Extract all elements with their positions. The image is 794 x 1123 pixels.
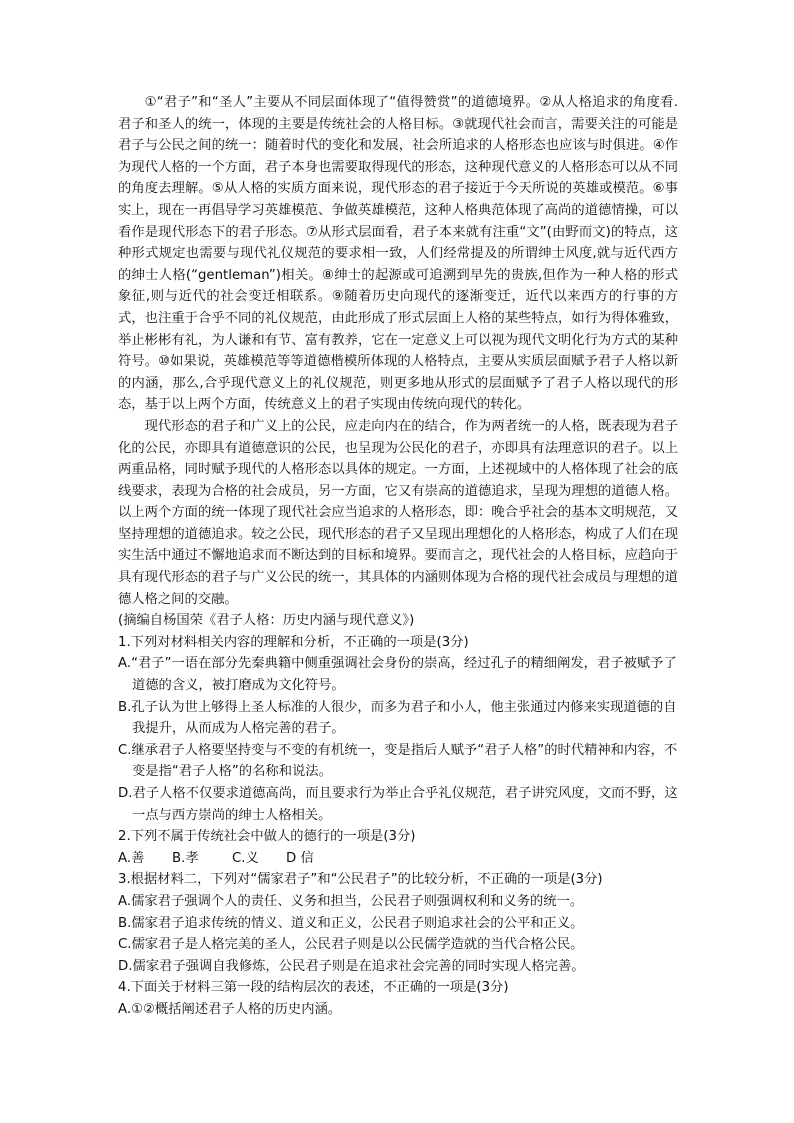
- question-1-option-c: C.继承君子人格要坚持变与不变的有机统一，变是指后人赋予“君子人格”的时代精神和内容，不变是指“君子人格”的名称和说法。: [118, 742, 678, 780]
- question-1-stem: 1.下列对材料相关内容的理解和分析，不正确的一项是(3分): [118, 634, 469, 650]
- passage-source: (摘编自杨国荣《君子人格：历史内涵与现代意义》): [118, 613, 415, 629]
- question-3-option-d: D.儒家君子强调自我修炼，公民君子则是在追求社会完善的同时实现人格完善。: [118, 958, 585, 974]
- question-2-option-d: D 信: [286, 850, 314, 866]
- question-2-option-c: C.义: [232, 850, 259, 866]
- question-1-option-d: D.君子人格不仅要求道德高尚，而且要求行为举止合乎礼仪规范，君子讲究风度，文而不野，这一点与西方崇尚的绅士人格相关。: [118, 786, 678, 823]
- question-2-option-a: A.善: [118, 850, 145, 866]
- question-2-option-b: B.孝: [172, 850, 199, 866]
- question-4-stem: 4.下面关于材料三第一段的结构层次的表述，不正确的一项是(3分): [118, 980, 509, 996]
- passage-paragraph-1: ①“君子”和“圣人”主要从不同层面体现了“值得赞赏”的道德境界。②从人格追求的角度看.君子和圣人的统一，体现的主要是传统社会的人格目标。③就现代社会而言，需要关注的可能是君子与公民之间的统一：随着时代的变化和发展，社会所追求的人格形态也应该与时俱进。④作为现代人格的一个方面，君子本身也需要取得现代的形态，这种现代意义的人格形态可以从不同的角度去理解。⑤从人格的实质方面来说，现代形态的君子接近于今天所说的英雄或模范。⑥事实上，现在一再倡导学习英雄模范、争做英雄模范，这种人格典范体现了高尚的道德情操，可以看作是现代形态下的君子形态。⑦从形式层面看，君子本来就有注重“文”(由野而文)的特点，这种形式规定也需要与现代礼仪规范的要求相一致，人们经常提及的所谓绅士风度,就与近代西方的绅士人格(“gentleman”)相关。⑧绅士的起源或可追溯到早先的贵族,但作为一种人格的形式象征,则与近代的社会变迁相联系。⑨随着历史向现代的逐渐变迁，近代以来西方的行事的方式，也注重于合乎不同的礼仪规范，由此形成了形式层面上人格的某些特点，如行为得体雅致，举止彬彬有礼，为人谦和有节、富有教养，它在一定意义上可以视为现代文明化行为方式的某种符号。⑩如果说，英雄模范等等道德楷模所体现的人格特点，主要从实质层面赋予君子人格以新的内涵，那么,合乎现代意义上的礼仪规范，则更多地从形式的层面赋予了君子人格以现代的形态，基于以上两个方面，传统意义上的君子实现由传统向现代的转化。: [118, 95, 678, 413]
- question-4-option-a: A.①②概括阐述君子人格的历史内涵。: [118, 1001, 342, 1017]
- passage-paragraph-2: 现代形态的君子和广义上的公民，应走向内在的结合，作为两者统一的人格，既表现为君子化的公民，亦即具有道德意识的公民，也呈现为公民化的君子，亦即具有法理意识的君子。以上两重品格，同时赋予现代的人格形态以具体的规定。一方面，上述视域中的人格体现了社会的底线要求，表现为合格的社会成员，另一方面，它又有崇高的道德追求，呈现为理想的道德人格。以上两个方面的统一体现了现代社会应当追求的人格形态，即：晚合乎社会的基本文明规范，又坚持理想的道德追求。较之公民，现代形态的君子又呈现出理想化的人格形态，构成了人们在现实生活中通过不懈地追求而不断达到的目标和境界。要而言之，现代社会的人格目标，应趋向于具有现代形态的君子与广义公民的统一，其具体的内涵则体现为合格的现代社会成员与理想的道德人格之间的交融。: [118, 418, 678, 607]
- question-2-options: [118, 848, 678, 870]
- question-3-option-c: C.儒家君子是人格完美的圣人，公民君子则是以公民儒学造就的当代合格公民。: [118, 937, 584, 953]
- question-3-stem: 3.根据材料二，下列对“儒家君子”和“公民君子”的比较分析，不正确的一项是(3分): [118, 872, 603, 888]
- question-2-stem: 2.下列不属于传统社会中做人的德行的一项是(3分): [118, 829, 416, 845]
- question-3-option-b: B.儒家君子追求传统的情义、道义和正义，公民君子则追求社会的公平和正义。: [118, 915, 584, 931]
- question-1-option-b: B.孔子认为世上够得上圣人标准的人很少，而多为君子和小人，他主张通过内修来实现道德的自我提升，从而成为人格完善的君子。: [118, 699, 677, 737]
- question-3-option-a: A.儒家君子强调个人的责任、义务和担当，公民君子则强调权利和义务的统一。: [118, 893, 584, 909]
- exam-page: [118, 92, 678, 1021]
- question-1-option-a: A.“君子”一语在部分先秦典籍中侧重强调社会身份的崇高，经过孔子的精细阐发，君子被赋予了道德的含义，被打磨成为文化符号。: [118, 656, 677, 694]
